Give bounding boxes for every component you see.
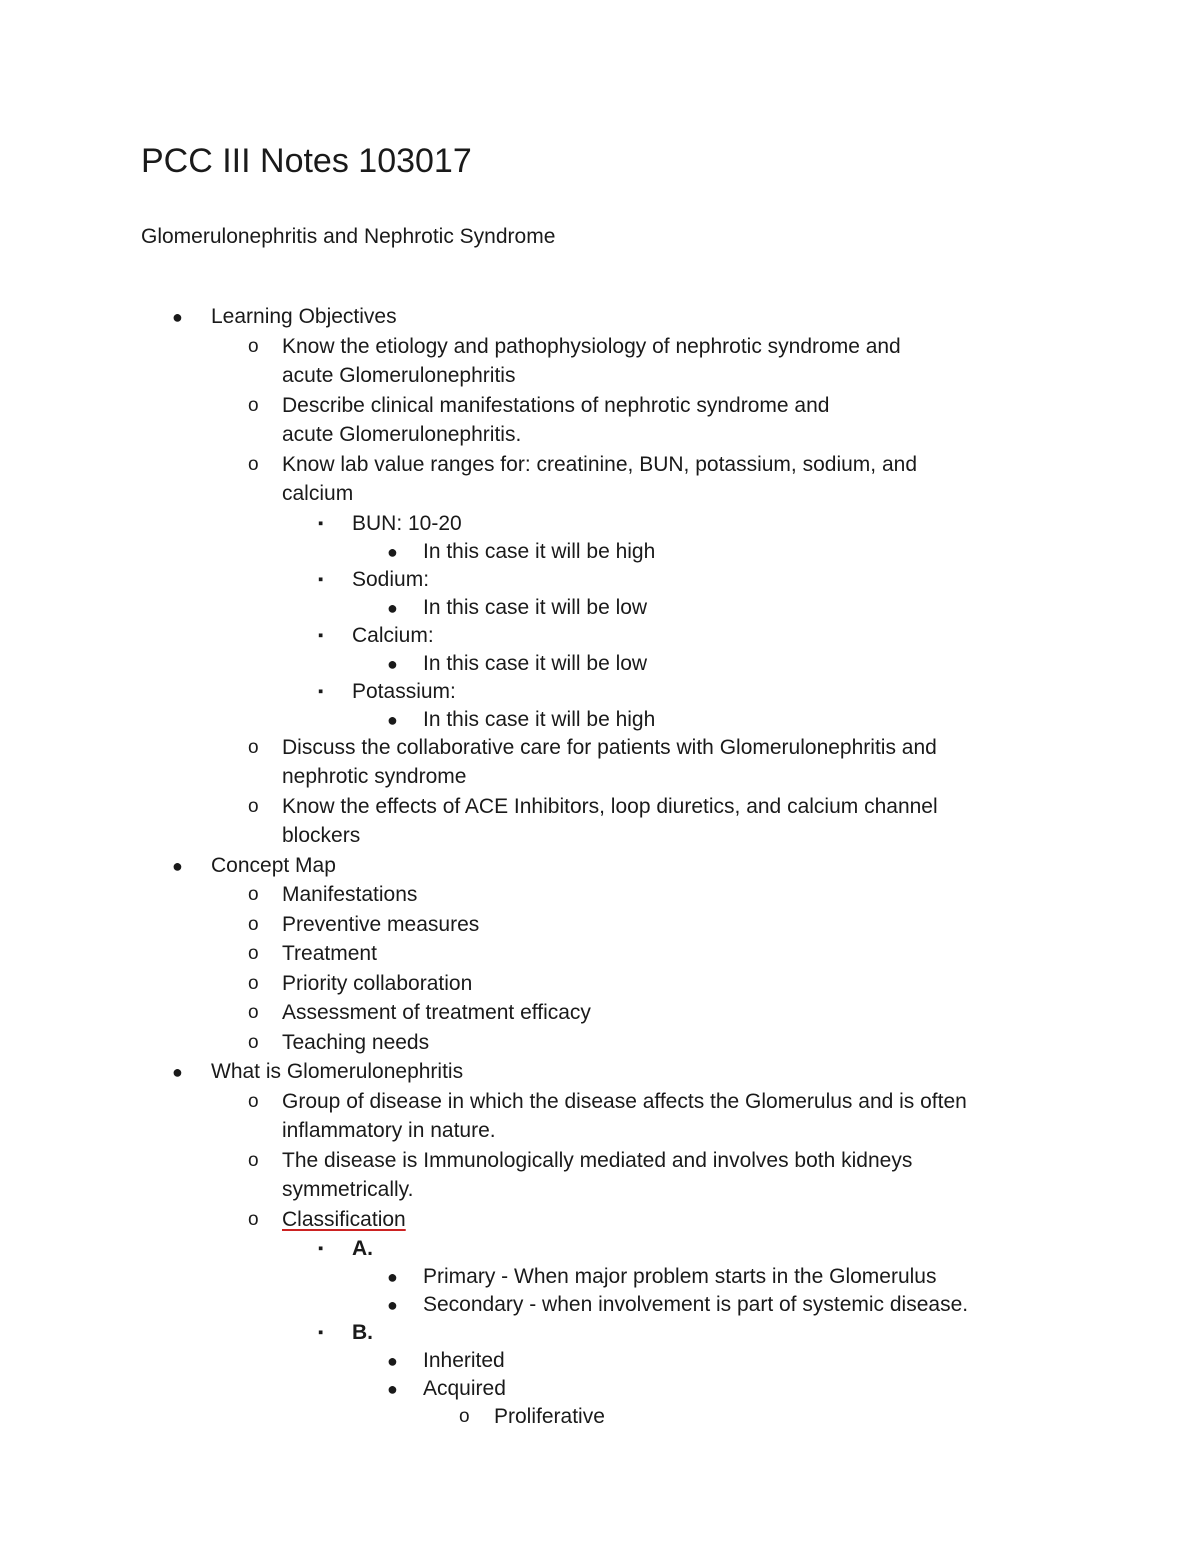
list-item-continuation (0, 362, 1200, 392)
list-item-text: Know the effects of ACE Inhibitors, loop diuretics, and calcium channel (282, 794, 938, 818)
square-marker-icon: ▪ (318, 1324, 324, 1341)
list-item-text: Assessment of treatment efficacy (282, 1001, 591, 1024)
list-item (0, 793, 1200, 823)
list-item (0, 852, 1200, 882)
circle-marker-icon: o (248, 795, 259, 817)
list-item (0, 1375, 1200, 1403)
square-marker-icon: ▪ (318, 570, 324, 588)
list-item (0, 1319, 1200, 1347)
list-item (0, 333, 1200, 363)
list-item (0, 1263, 1200, 1291)
list-item-text: In this case it will be high (423, 707, 656, 731)
circle-marker-icon: o (248, 335, 259, 357)
list-item-text: Preventive measures (282, 912, 480, 936)
list-item-text: Proliferative (494, 1405, 605, 1428)
list-item (0, 881, 1200, 911)
list-item (0, 940, 1200, 970)
list-item (0, 678, 1200, 706)
list-item (0, 970, 1200, 1000)
circle-marker-icon: o (248, 1031, 259, 1053)
square-marker-icon: ▪ (318, 626, 324, 644)
bullet-marker-icon: ● (387, 709, 398, 730)
circle-marker-icon: o (248, 1002, 259, 1023)
list-item-text: B. (352, 1321, 373, 1344)
list-item-text: Discuss the collaborative care for patients with Glomerulonephritis and (282, 735, 937, 759)
list-item-text: Concept Map (211, 853, 336, 877)
circle-marker-icon: o (248, 943, 259, 964)
circle-marker-icon: o (459, 1406, 470, 1427)
list-item-text: acute Glomerulonephritis (282, 364, 516, 387)
list-item (0, 594, 1200, 622)
list-item (0, 999, 1200, 1029)
list-item-text: A. (352, 1237, 373, 1260)
circle-marker-icon: o (248, 394, 259, 416)
list-item-text: Calcium: (352, 623, 434, 647)
list-item (0, 1206, 1200, 1236)
list-item-text: acute Glomerulonephritis. (282, 423, 522, 446)
list-item-continuation (0, 822, 1200, 852)
list-item (0, 1403, 1200, 1431)
list-item-text: In this case it will be low (423, 595, 648, 619)
list-item-text: In this case it will be low (423, 651, 648, 675)
square-marker-icon: ▪ (318, 1240, 324, 1257)
circle-marker-icon: o (248, 884, 259, 905)
list-item-text: inflammatory in nature. (282, 1119, 496, 1142)
circle-marker-icon: o (248, 1149, 259, 1171)
list-item-text: Treatment (282, 942, 377, 965)
list-item-text: Acquired (423, 1377, 506, 1400)
list-item-text: symmetrically. (282, 1178, 414, 1201)
circle-marker-icon: o (248, 972, 259, 994)
list-item-continuation (0, 1176, 1200, 1206)
bullet-marker-icon: ● (172, 855, 183, 876)
list-item (0, 1058, 1200, 1088)
list-item (0, 1147, 1200, 1177)
list-item-text: What is Glomerulonephritis (211, 1060, 464, 1083)
document-title: PCC III Notes 103017 (141, 142, 472, 180)
list-item-text: blockers (282, 824, 361, 847)
list-item-continuation (0, 480, 1200, 510)
list-item-text: Primary - When major problem starts in the Glomerulus (423, 1265, 937, 1288)
list-item-text: Group of disease in which the disease affects the Glomerulus and is often (282, 1089, 967, 1113)
list-item-text: Sodium: (352, 567, 430, 591)
list-item-continuation (0, 1117, 1200, 1147)
list-item (0, 706, 1200, 734)
list-item (0, 510, 1200, 538)
circle-marker-icon: o (248, 453, 259, 475)
list-item (0, 1291, 1200, 1319)
bullet-marker-icon: ● (387, 1379, 398, 1399)
circle-marker-icon: o (248, 913, 259, 935)
list-item (0, 1029, 1200, 1059)
square-marker-icon: ▪ (318, 514, 324, 532)
list-item-text: Know lab value ranges for: creatinine, BUN, potassium, sodium, and (282, 452, 917, 476)
list-item (0, 622, 1200, 650)
list-item-text: Classification (282, 1207, 406, 1231)
list-item (0, 1347, 1200, 1375)
bullet-marker-icon: ● (387, 1295, 398, 1315)
list-item (0, 451, 1200, 481)
list-item-text: Teaching needs (282, 1030, 430, 1054)
circle-marker-icon: o (248, 736, 259, 758)
list-item (0, 303, 1200, 333)
list-item-text: calcium (282, 482, 354, 505)
list-item (0, 650, 1200, 678)
circle-marker-icon: o (248, 1090, 259, 1112)
list-item-text: Know the etiology and pathophysiology of nephrotic syndrome and (282, 334, 901, 358)
bullet-marker-icon: ● (387, 541, 398, 562)
list-item (0, 1235, 1200, 1263)
list-item (0, 734, 1200, 764)
list-item-continuation (0, 763, 1200, 793)
list-item (0, 566, 1200, 594)
list-item (0, 538, 1200, 566)
bullet-marker-icon: ● (172, 307, 183, 327)
list-item-text: BUN: 10-20 (352, 511, 462, 535)
list-item-text: Inherited (423, 1349, 505, 1372)
outline-list (0, 303, 1200, 1431)
bullet-marker-icon: ● (387, 653, 398, 674)
bullet-marker-icon: ● (387, 1267, 398, 1287)
list-item-continuation (0, 421, 1200, 451)
list-item (0, 392, 1200, 422)
circle-marker-icon: o (248, 1208, 259, 1230)
square-marker-icon: ▪ (318, 682, 324, 700)
bullet-marker-icon: ● (387, 597, 398, 618)
list-item (0, 911, 1200, 941)
document-subtitle: Glomerulonephritis and Nephrotic Syndrome (141, 225, 556, 248)
bullet-marker-icon: ● (387, 1351, 398, 1371)
list-item-text: In this case it will be high (423, 539, 656, 563)
bullet-marker-icon: ● (172, 1062, 183, 1082)
list-item-text: Manifestations (282, 883, 418, 906)
list-item-text: The disease is Immunologically mediated and involves both kidneys (282, 1148, 913, 1172)
list-item-text: nephrotic syndrome (282, 765, 467, 788)
list-item (0, 1088, 1200, 1118)
list-item-text: Describe clinical manifestations of nephrotic syndrome and (282, 393, 830, 417)
list-item-text: Learning Objectives (211, 305, 397, 328)
list-item-text: Priority collaboration (282, 971, 473, 995)
list-item-text: Potassium: (352, 679, 456, 703)
list-item-text: Secondary - when involvement is part of systemic disease. (423, 1293, 969, 1316)
